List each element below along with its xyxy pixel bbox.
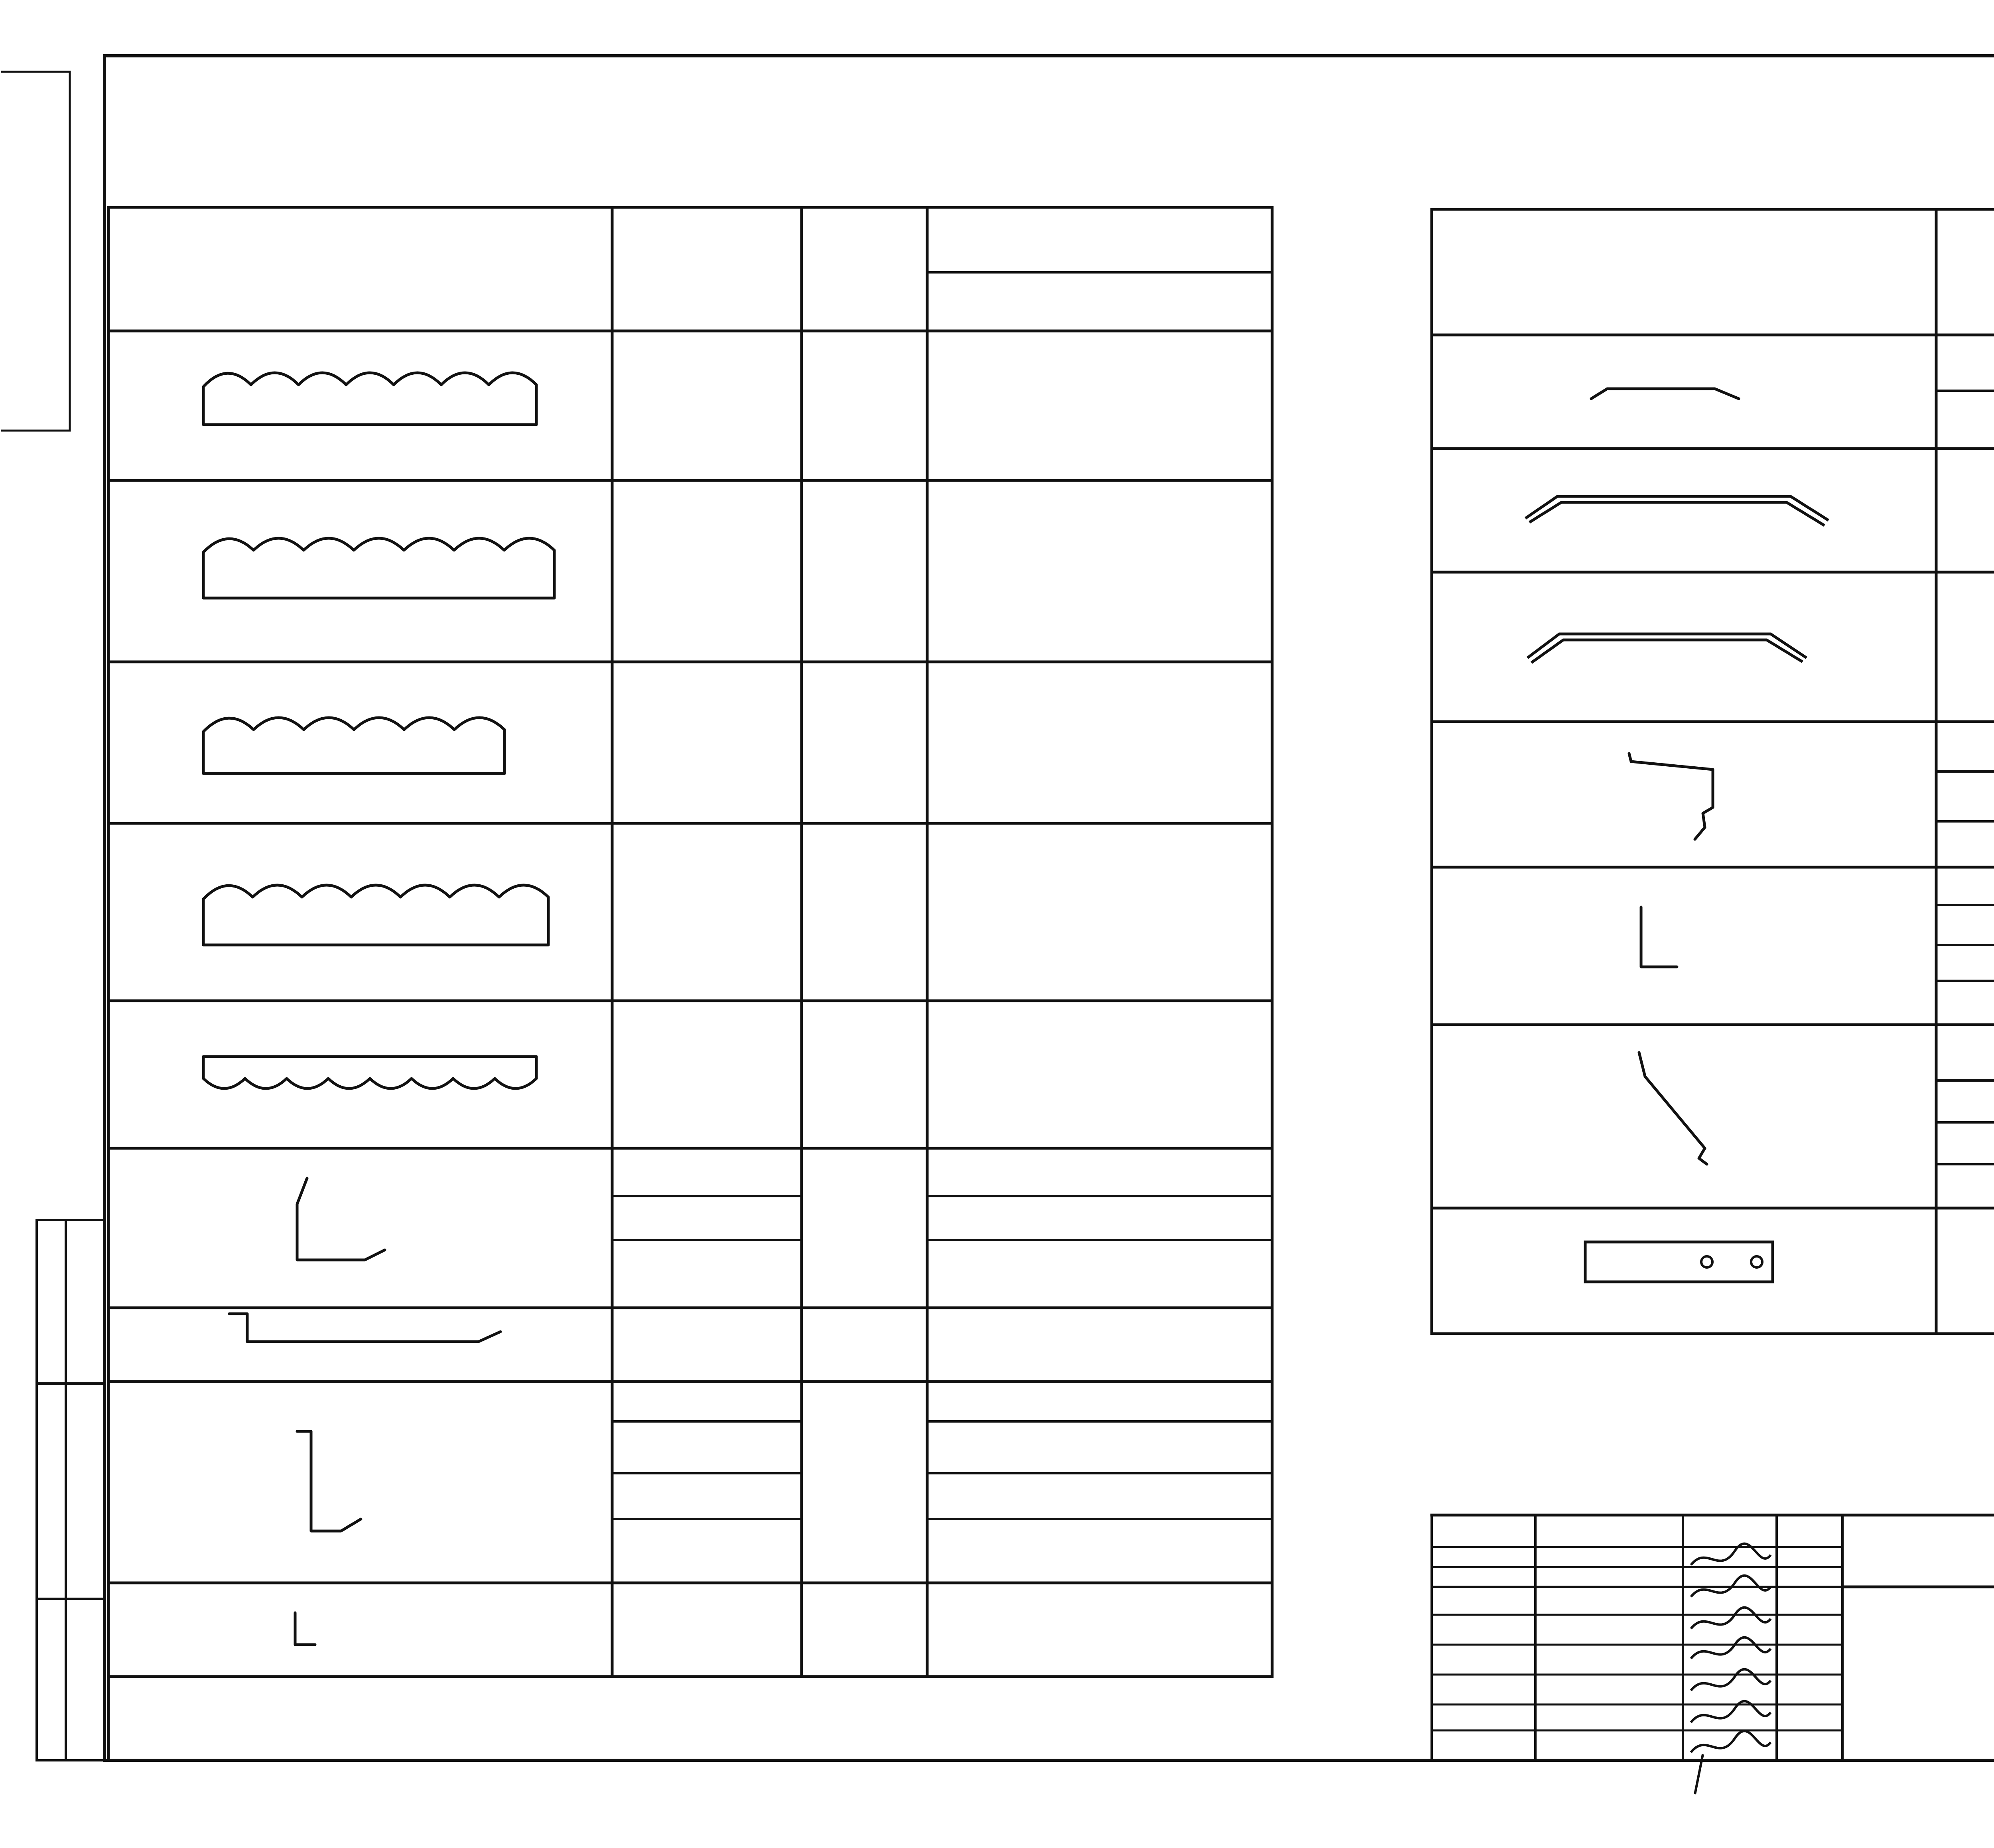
- s-1-3-sketch: [1629, 754, 1713, 839]
- us-5-8-sketch: [297, 1431, 361, 1531]
- kl-2-sketch: [1527, 634, 1807, 663]
- handwritten-signature: [1691, 1669, 1771, 1691]
- gs-2-sketch: [203, 538, 554, 598]
- kc-hole: [1751, 1256, 1762, 1267]
- gs-4-sketch: [203, 1057, 536, 1088]
- kl-1-sketch: [1525, 496, 1828, 525]
- us-4-sketch: [229, 1314, 500, 1342]
- n-1-sketch: [295, 1613, 315, 1645]
- handwritten-signature: [1691, 1608, 1771, 1629]
- gs-1-sketch: [203, 373, 536, 425]
- kc-sketch: [1585, 1242, 1773, 1282]
- gs-3-sketch: [203, 718, 504, 773]
- s-4-7-sketch: [1641, 907, 1677, 967]
- gs-3a-sketch: [203, 885, 548, 945]
- kc-hole: [1701, 1256, 1712, 1267]
- handwritten-signature: [1691, 1637, 1771, 1659]
- handwritten-signature: [1691, 1731, 1771, 1752]
- ls-sketch: [1591, 389, 1739, 399]
- us-1-3-sketch: [297, 1178, 385, 1260]
- s-8-11-sketch: [1639, 1053, 1707, 1164]
